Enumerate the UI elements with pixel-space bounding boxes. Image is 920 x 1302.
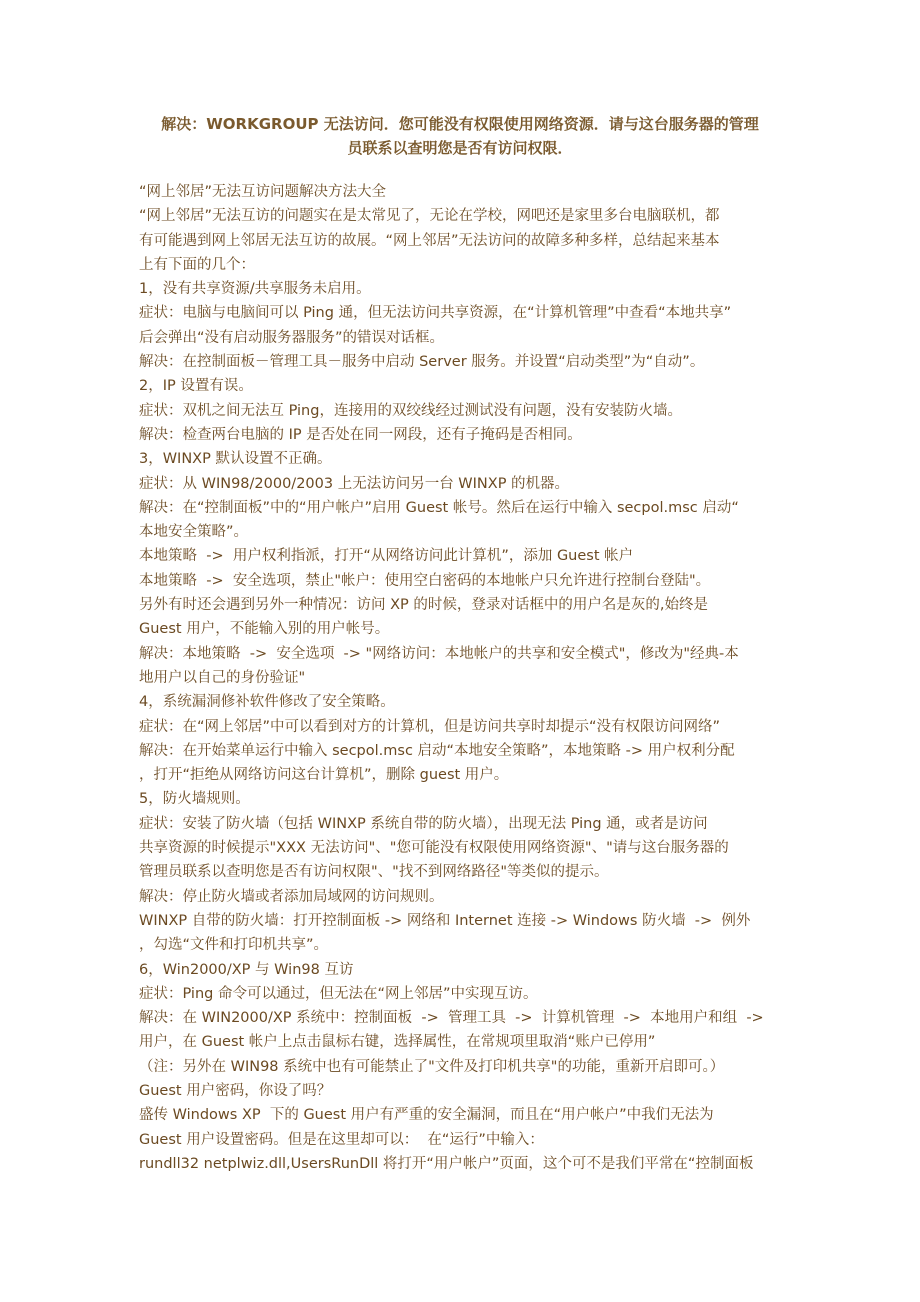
title-line-1: 解决：WORKGROUP 无法访问．您可能没有权限使用网络资源．请与这台服务器的管理 [161, 115, 759, 133]
text-line: Guest 用户，不能输入别的用户帐号。 [139, 621, 390, 638]
text-line: ，勾选“文件和打印机共享”。 [139, 937, 329, 954]
text-line: 症状：Ping 命令可以通过，但无法在“网上邻居”中实现互访。 [139, 985, 538, 1002]
text-line: 解决：在控制面板－管理工具－服务中启动 Server 服务。并设置“启动类型”为“自动”。 [139, 354, 705, 371]
text-line: 共享资源的时候提示"XXX 无法访问"、"您可能没有权限使用网络资源"、"请与这台服务器的 [139, 840, 729, 857]
text-line: 本地安全策略”。 [139, 524, 249, 541]
text-line: （注：另外在 WIN98 系统中也有可能禁止了"文件及打印机共享"的功能，重新开启即可。） [139, 1058, 725, 1075]
text-line: 解决：在开始菜单运行中输入 secpol.msc 启动“本地安全策略”，本地策略 -> 用户权利分配 [139, 742, 735, 759]
title-line-2: 员联系以查明您是否有访问权限． [347, 139, 573, 157]
text-line: Guest 用户密码，你设了吗？ [139, 1082, 332, 1099]
text-line: 6，Win2000/XP 与 Win98 互访 [139, 961, 354, 978]
text-line: 解决：在 WIN2000/XP 系统中：控制面板 -> 管理工具 -> 计算机管理 -> 本地用户和组 -> [139, 1010, 764, 1027]
text-line: 1，没有共享资源/共享服务未启用。 [139, 281, 371, 298]
document-body [139, 180, 799, 1176]
text-line: 本地策略 -> 安全选项，禁止"帐户：使用空白密码的本地帐户只允许进行控制台登陆"。 [139, 572, 711, 589]
text-line: 解决：停止防火墙或者添加局域网的访问规则。 [139, 888, 444, 905]
text-line: 4，系统漏洞修补软件修改了安全策略。 [139, 694, 395, 711]
text-line: 2，IP 设置有误。 [139, 378, 253, 395]
text-line: ，打开“拒绝从网络访问这台计算机”，删除 guest 用户。 [139, 767, 509, 784]
text-line: 上有下面的几个： [139, 256, 255, 273]
text-line: 症状：安装了防火墙（包括 WINXP 系统自带的防火墙），出现无法 Ping 通，或者是访问 [139, 815, 708, 832]
text-line: “网上邻居”无法互访问题解决方法大全 [139, 184, 387, 200]
text-line: 5，防火墙规则。 [139, 791, 250, 808]
text-line: 症状：双机之间无法互 Ping，连接用的双绞线经过测试没有问题，没有安装防火墙。 [139, 402, 682, 419]
text-line: 地用户以自己的身份验证" [139, 669, 306, 686]
text-line: WINXP 自带的防火墙：打开控制面板 -> 网络和 Internet 连接 -> Windows 防火墙 -> 例外 [139, 912, 751, 929]
text-line: 另外有时还会遇到另外一种情况：访问 XP 的时候，登录对话框中的用户名是灰的,始终是 [139, 597, 709, 614]
text-line: 症状：电脑与电脑间可以 Ping 通，但无法访问共享资源，在“计算机管理”中查看“本地共享” [139, 305, 732, 322]
text-line: 解决：检查两台电脑的 IP 是否处在同一网段，还有子掩码是否相同。 [139, 426, 582, 443]
text-line: “网上邻居”无法互访的问题实在是太常见了，无论在学校，网吧还是家里多台电脑联机，都 [139, 208, 720, 225]
text-line: 症状：从 WIN98/2000/2003 上无法访问另一台 WINXP 的机器。 [139, 475, 570, 492]
text-line: 解决：在“控制面板”中的“用户帐户”启用 Guest 帐号。然后在运行中输入 secpol.msc 启动“ [139, 499, 739, 516]
text-line: 有可能遇到网上邻居无法互访的故展。“网上邻居”无法访问的故障多种多样，总结起来基本 [139, 232, 720, 249]
document-title [130, 112, 790, 160]
text-line: 症状：在“网上邻居”中可以看到对方的计算机，但是访问共享时却提示“没有权限访问网络” [139, 718, 721, 735]
text-line: 管理员联系以查明您是否有访问权限"、"找不到网络路径"等类似的提示。 [139, 864, 609, 881]
text-line: 本地策略 -> 用户权利指派，打开“从网络访问此计算机”，添加 Guest 帐户 [139, 548, 634, 565]
text-line: Guest 用户设置密码。但是在这里却可以： 在“运行”中输入： [139, 1131, 544, 1148]
text-line: 解决：本地策略 -> 安全选项 -> "网络访问：本地帐户的共享和安全模式"，修改为"经典-本 [139, 645, 739, 662]
text-line: 盛传 Windows XP 下的 Guest 用户有严重的安全漏洞，而且在“用户帐户”中我们无法为 [139, 1107, 714, 1124]
text-line: rundll32 netplwiz.dll,UsersRunDll 将打开“用户帐户”页面，这个可不是我们平常在“控制面板 [139, 1155, 754, 1172]
text-line: 后会弹出“没有启动服务器服务”的错误对话框。 [139, 329, 445, 346]
text-line: 用户，在 Guest 帐户上点击鼠标右键，选择属性，在常规项里取消“账户已停用” [139, 1034, 656, 1051]
text-line: 3，WINXP 默认设置不正确。 [139, 451, 332, 468]
